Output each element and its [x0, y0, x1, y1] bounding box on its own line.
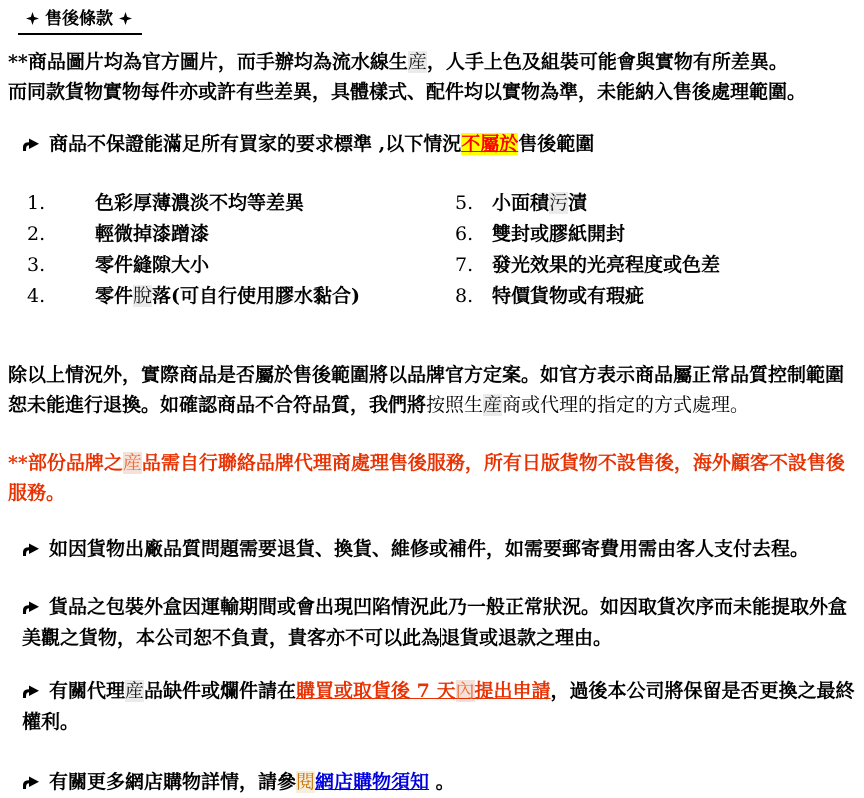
- item-text: 零件縫隙大小: [95, 254, 210, 276]
- claim-text-mid: 品缺件或爛件請在: [144, 680, 297, 702]
- star-icon: [26, 9, 39, 31]
- item-text: 雙封或膠紙開封: [492, 223, 626, 245]
- decision-text: 除以上情況外，實際商品是否屬於售後範圍將以品牌官方定案。如官方表示商品屬正常品質控制範圍恕未能進行退換。如確認商品不合符品質，我們將: [8, 364, 845, 416]
- list-item: [27, 250, 455, 281]
- packaging-text-end: 退貨或退款之理由。: [441, 627, 613, 649]
- exclusion-list-left-column: [27, 188, 455, 312]
- fallback-glyph: 産: [122, 452, 142, 474]
- packaging-text: 貨品之包裝外盒因運輸期間或會出現凹陷情況此乃一般正常狀況。如因取貨次序而未能提取外盒美觀之貨物，本公司恕不負責，貴客亦不可以此為: [22, 596, 848, 649]
- official-decision-paragraph: [8, 360, 856, 420]
- arrow-bullet-icon: [22, 677, 40, 707]
- shipping-cost-paragraph: [8, 534, 856, 565]
- exclusion-list: [27, 188, 856, 312]
- intro-line1: **商品圖片均為官方圖片，而手辦均為流水線生: [8, 51, 408, 73]
- claim-text: 有關代理: [49, 680, 126, 702]
- item-number: 6.: [455, 223, 474, 245]
- fallback-glyph: 內: [455, 680, 475, 702]
- item-number: 8.: [455, 285, 474, 307]
- item-text: 輕微掉漆蹭漆: [95, 223, 210, 245]
- claim-deadline-text: 購買或取貨後 7 天: [296, 680, 456, 702]
- notice-text-end: 售後範圍: [518, 133, 595, 155]
- list-item: [27, 219, 455, 250]
- excluded-highlight: 不屬於: [461, 133, 519, 155]
- item-text: 小面積: [492, 192, 550, 214]
- fallback-glyph: 産: [483, 394, 503, 416]
- more-info-text-end: 。: [429, 771, 455, 793]
- claim-window-paragraph: [8, 676, 856, 737]
- page-title-text: 售後條款: [45, 9, 113, 29]
- packaging-condition-paragraph: [8, 592, 856, 653]
- arrow-bullet-icon: [22, 535, 40, 565]
- item-number: 2.: [27, 223, 46, 245]
- brand-agent-note: [8, 448, 856, 508]
- list-item: [455, 219, 720, 250]
- exclusion-list-right-column: [455, 188, 720, 312]
- intro-line2: 而同款貨物實物每件亦或許有些差異，具體樣式、配件均以實物為準，未能納入售後處理範圍。: [8, 81, 807, 103]
- intro-line1-end: ，人手上色及組裝可能會與實物有所差異。: [426, 51, 788, 73]
- claim-deadline-text-end: 提出申請: [474, 680, 551, 702]
- store-guide-link[interactable]: 網店購物須知: [315, 771, 430, 793]
- item-text: 特價貨物或有瑕疵: [492, 285, 645, 307]
- list-item: [27, 188, 455, 219]
- item-text-end: 漬: [568, 192, 588, 214]
- item-text: 發光效果的光亮程度或色差: [492, 254, 721, 276]
- fallback-glyph: 閱: [296, 771, 316, 793]
- brand-note-text-end: 品需自行聯絡品牌代理商處理售後服務，所有日版貨物不設售後，海外顧客不設售後服務。: [8, 452, 845, 504]
- item-text: 色彩厚薄濃淡不均等差異: [95, 192, 305, 214]
- item-text-end: 落(可自行使用膠水黏合): [152, 285, 361, 307]
- arrow-bullet-icon: [22, 130, 40, 160]
- item-number: 4.: [27, 285, 46, 307]
- list-item: [455, 281, 720, 312]
- list-item: [27, 281, 455, 312]
- more-info-text: 有關更多網店購物詳情，請參: [49, 771, 297, 793]
- fallback-glyph: 産: [125, 680, 145, 702]
- arrow-bullet-icon: [22, 593, 40, 623]
- claim-deadline-emphasis: [296, 680, 550, 702]
- fallback-glyph: 産: [407, 51, 427, 73]
- notice-text: 商品不保證能滿足所有買家的要求標準 ,以下情況: [49, 133, 462, 155]
- list-item: [455, 250, 720, 281]
- item-number: 3.: [27, 254, 46, 276]
- page-title: [18, 8, 142, 35]
- more-info-paragraph: [8, 767, 856, 798]
- item-number: 5.: [455, 192, 474, 214]
- fallback-glyph: 脫: [133, 285, 153, 307]
- fallback-glyph: 污: [549, 192, 569, 214]
- decision-text-thin-end: 商或代理的指定的方式處理。: [502, 394, 750, 416]
- shipping-text: 如因貨物出廠品質問題需要退貨、換貨、維修或補件，如需要郵寄費用需由客人支付去程。: [49, 538, 810, 560]
- brand-note-text: **部份品牌之: [8, 452, 123, 474]
- star-icon: [119, 9, 132, 31]
- notice-paragraph: [8, 129, 856, 160]
- decision-text-thin: 按照生: [426, 394, 484, 416]
- item-number: 1.: [27, 192, 46, 214]
- intro-paragraph: [8, 47, 856, 107]
- item-text: 零件: [95, 285, 134, 307]
- list-item: [455, 188, 720, 219]
- item-number: 7.: [455, 254, 474, 276]
- claim-text-end: ，過後本公司將保留是否更換之最終權利。: [22, 680, 855, 733]
